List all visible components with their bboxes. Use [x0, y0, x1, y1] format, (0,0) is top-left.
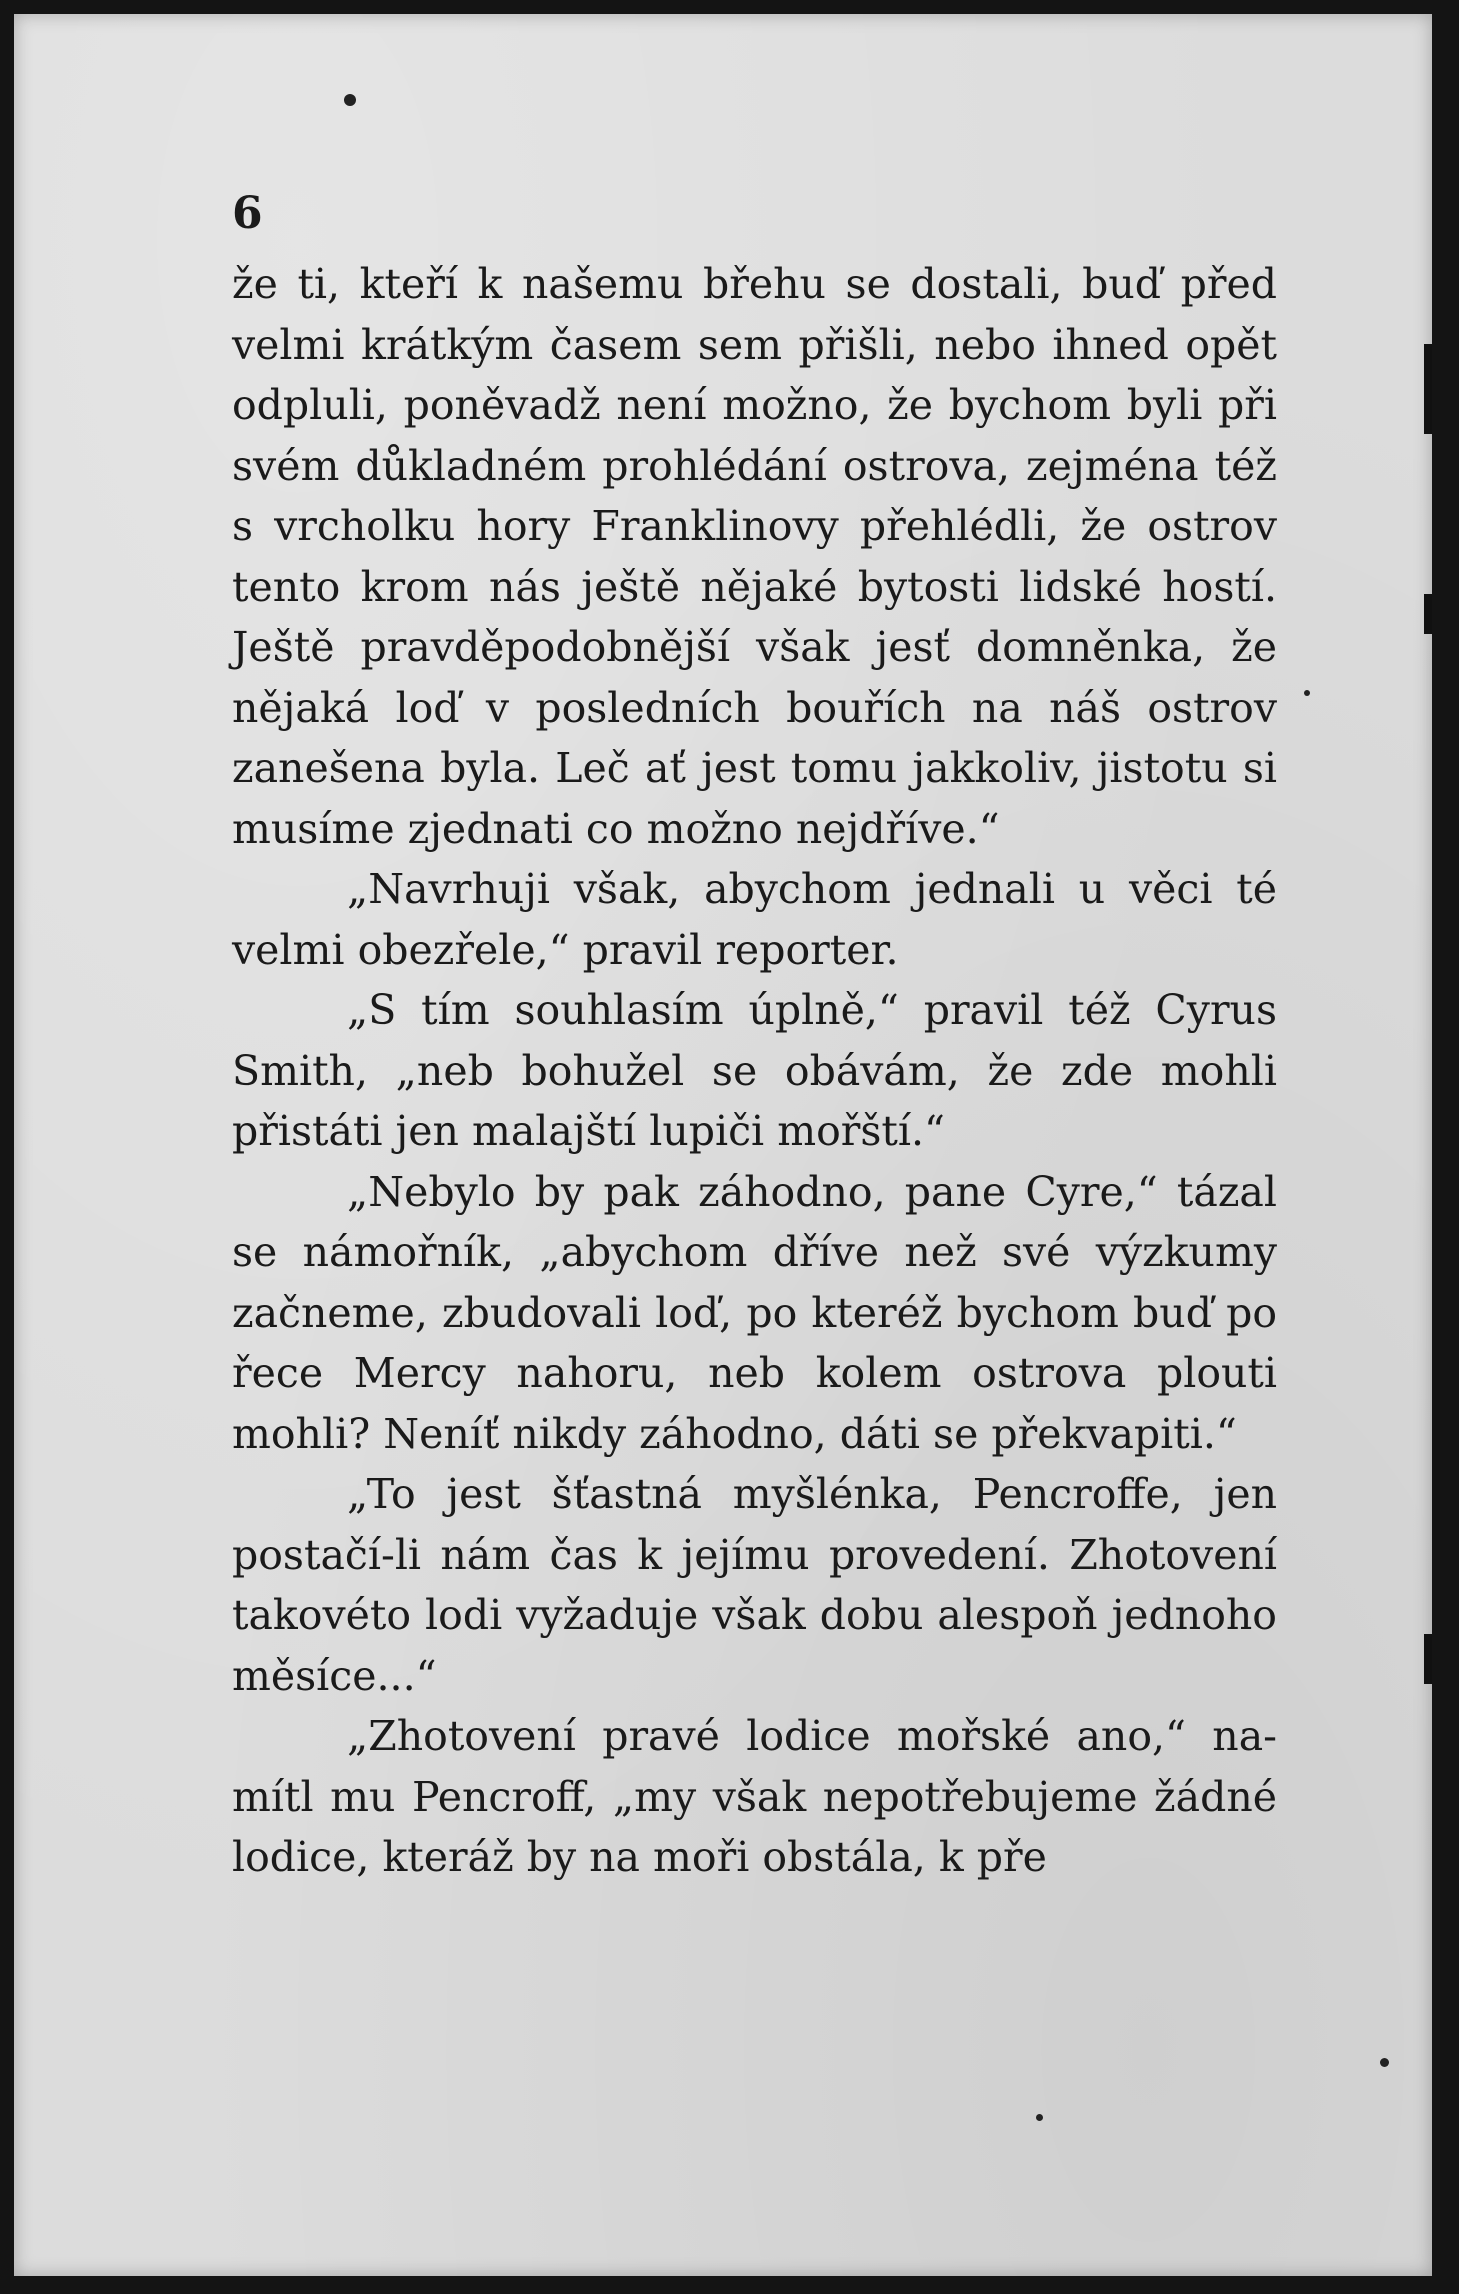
- paragraph: „To jest šťastná myšlénka, Pencroffe, jen postačí-li nám čas k jejímu provedení. Zhotovení takovéto lodi vyžaduje však dobu alespoň jednoho měsíce...“: [232, 1470, 1277, 1700]
- paragraph: „Navrhuji však, abychom jednali u věci té velmi obezřele,“ pravil reporter.: [232, 865, 1277, 974]
- scan-speck: [1036, 2114, 1043, 2121]
- scan-speck: [1380, 2058, 1389, 2067]
- scan-edge-mark: [1424, 344, 1432, 434]
- scan-edge-mark: [1424, 1634, 1432, 1684]
- paragraph: „S tím souhlasím úplně,“ pravil též Cyrus Smith, „neb bohužel se obávám, že zde mohli přistáti jen malajští lupiči mořští.“: [232, 986, 1277, 1155]
- book-page: [14, 14, 1432, 2276]
- scan-edge-mark: [1424, 594, 1432, 634]
- paragraph: „Zhotovení pravé lodice mořské ano,“ namítl mu Pencroff, „my však nepotřebujeme žádné lodice, kteráž by na moři obstála, k pře: [232, 1712, 1277, 1881]
- page-number: 6: [232, 188, 263, 239]
- page-text: [232, 254, 1277, 1888]
- scan-speck: [1304, 690, 1310, 696]
- scan-speck: [344, 94, 356, 106]
- paragraph: „Nebylo by pak záhodno, pane Cyre,“ tázal se námořník, „abychom dříve než své výzkumy začneme, zbudovali loď, po kteréž bychom buď po řece Mercy nahoru, neb kolem ostrova plouti mohli? Neníť nikdy záhodno, dáti se překvapiti.“: [232, 1167, 1277, 1458]
- paragraph: že ti, kteří k našemu břehu se dostali, buď před velmi krátkým časem sem přišli, nebo ihned opět odpluli, poněvadž není možno, že bychom byli při svém důkladném prohlédání ostrova, zejména též s vrcholku hory Franklinovy přehlédli, že ostrov tento krom nás ještě nějaké bytosti lidské hostí. Ještě pravděpodobnější však jesť domněnka, že nějaká loď v posledních bouřích na náš ostrov zanešena byla. Leč ať jest tomu jakkoliv, jistotu si musíme zjednati co možno nejdříve.“: [232, 260, 1277, 853]
